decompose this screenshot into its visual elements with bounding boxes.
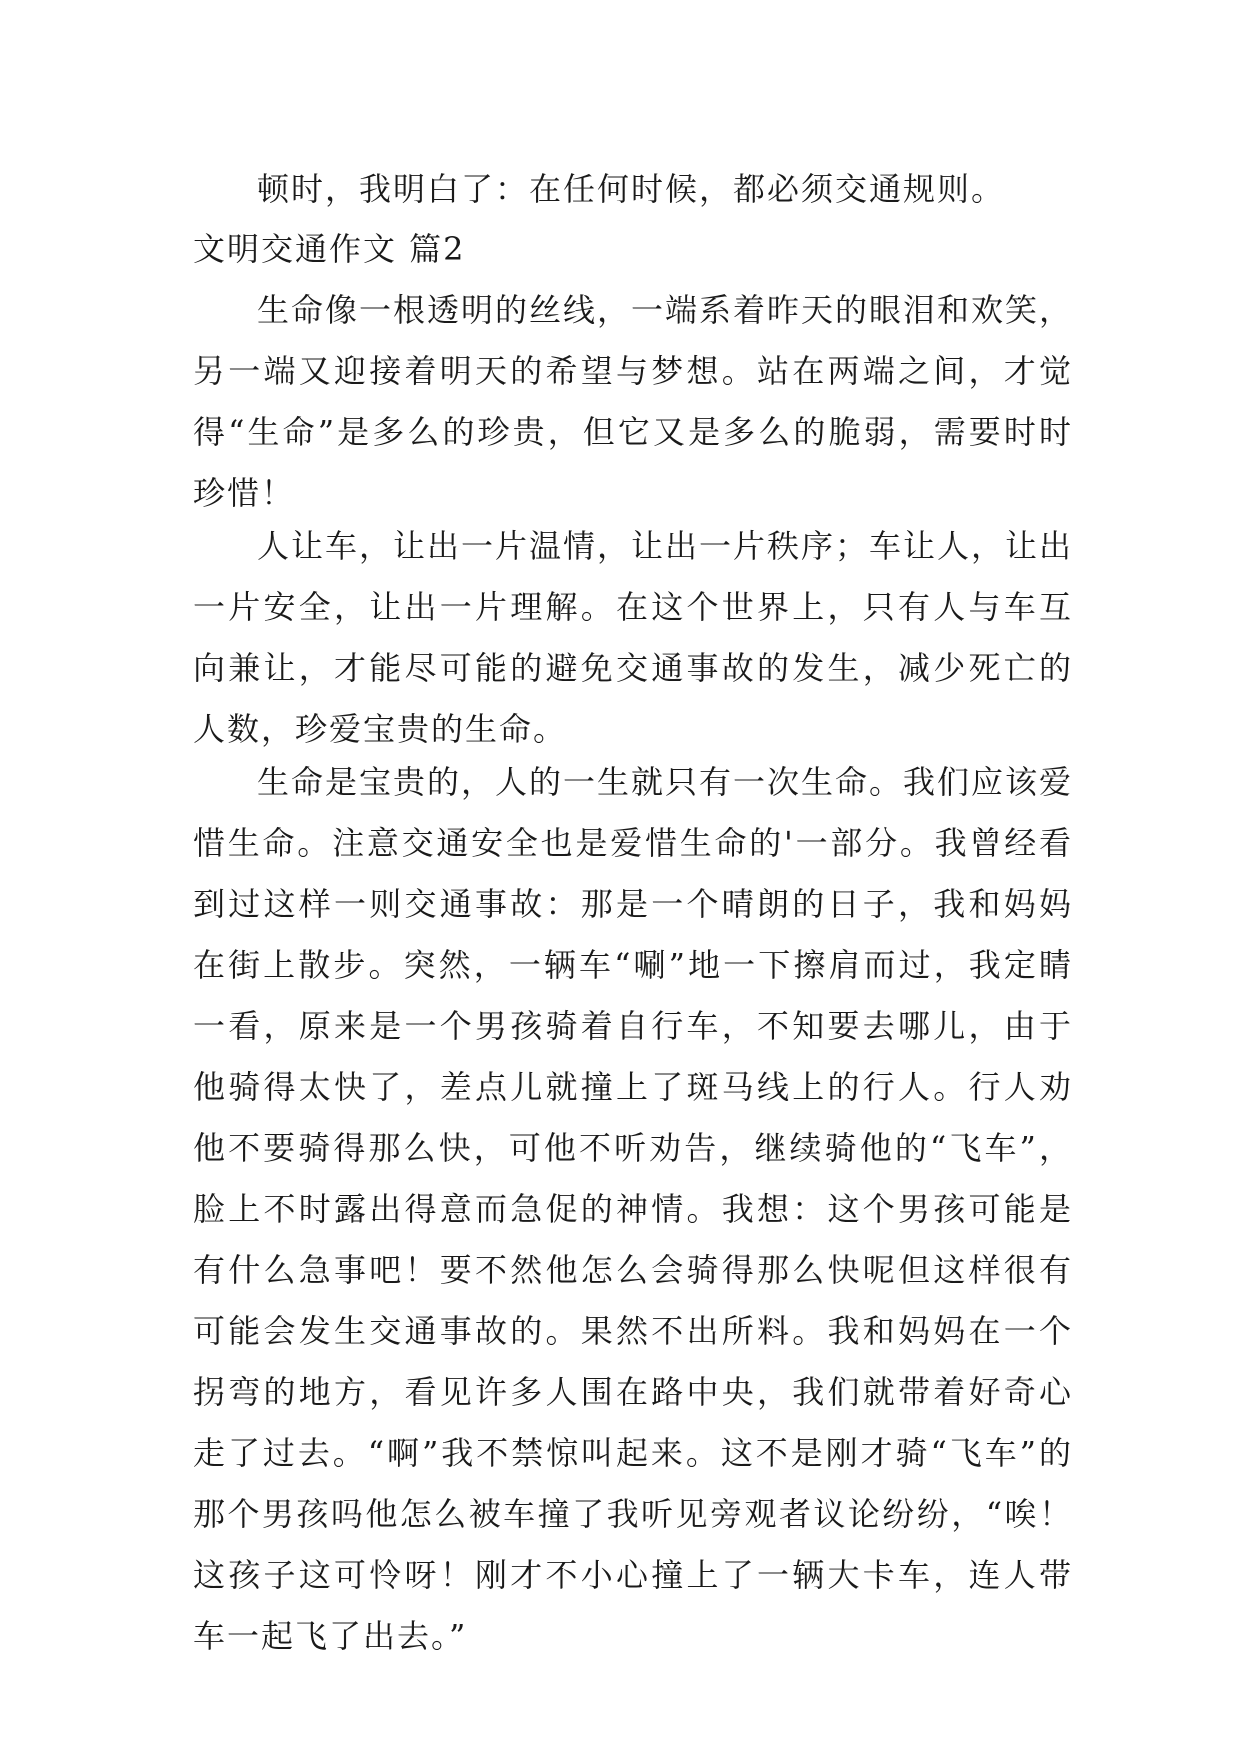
paragraph: 生命是宝贵的，人的一生就只有一次生命。我们应该爱惜生命。注意交通安全也是爱惜生命的'一部分。我曾经看到过这样一则交通事故：那是一个晴朗的日子，我和妈妈在街上散步。突然，一辆车“唰”地一下擦肩而过，我定睛一看，原来是一个男孩骑着自行车，不知要去哪儿，由于他骑得太快了，差点儿就撞上了斑马线上的行人。行人劝他不要骑得那么快，可他不听劝告，继续骑他的“飞车”，脸上不时露出得意而急促的神情。我想：这个男孩可能是有什么急事吧！要不然他怎么会骑得那么快呢但这样很有可能会发生交通事故的。果然不出所料。我和妈妈在一个拐弯的地方，看见许多人围在路中央，我们就带着好奇心走了过去。“啊”我不禁惊叫起来。这不是刚才骑“飞车”的那个男孩吗他怎么被车撞了我听见旁观者议论纷纷，“唉！这孩子这可怜呀！刚才不小心撞上了一辆大卡车，连人带车一起飞了出去。”: [193, 763, 1074, 1655]
closing-line: 顿时，我明白了：在任何时候，都必须交通规则。: [257, 170, 1006, 208]
section-heading: 文明交通作文 篇2: [193, 230, 466, 268]
closing-line-block: [193, 159, 1073, 220]
paragraph: 人让车，让出一片温情，让出一片秩序；车让人，让出一片安全，让出一片理解。在这个世界上，只有人与车互向兼让，才能尽可能的避免交通事故的发生，减少死亡的人数，珍爱宝贵的生命。: [193, 527, 1074, 748]
paragraph-block-2: [193, 516, 1073, 760]
paragraph-block-3: [193, 752, 1073, 1667]
paragraph: 生命像一根透明的丝线，一端系着昨天的眼泪和欢笑，另一端又迎接着明天的希望与梦想。站在两端之间，才觉得“生命”是多么的珍贵，但它又是多么的脆弱，需要时时珍惜！: [193, 291, 1074, 512]
section-heading-block: [193, 219, 1073, 280]
paragraph-block-1: [193, 280, 1073, 524]
